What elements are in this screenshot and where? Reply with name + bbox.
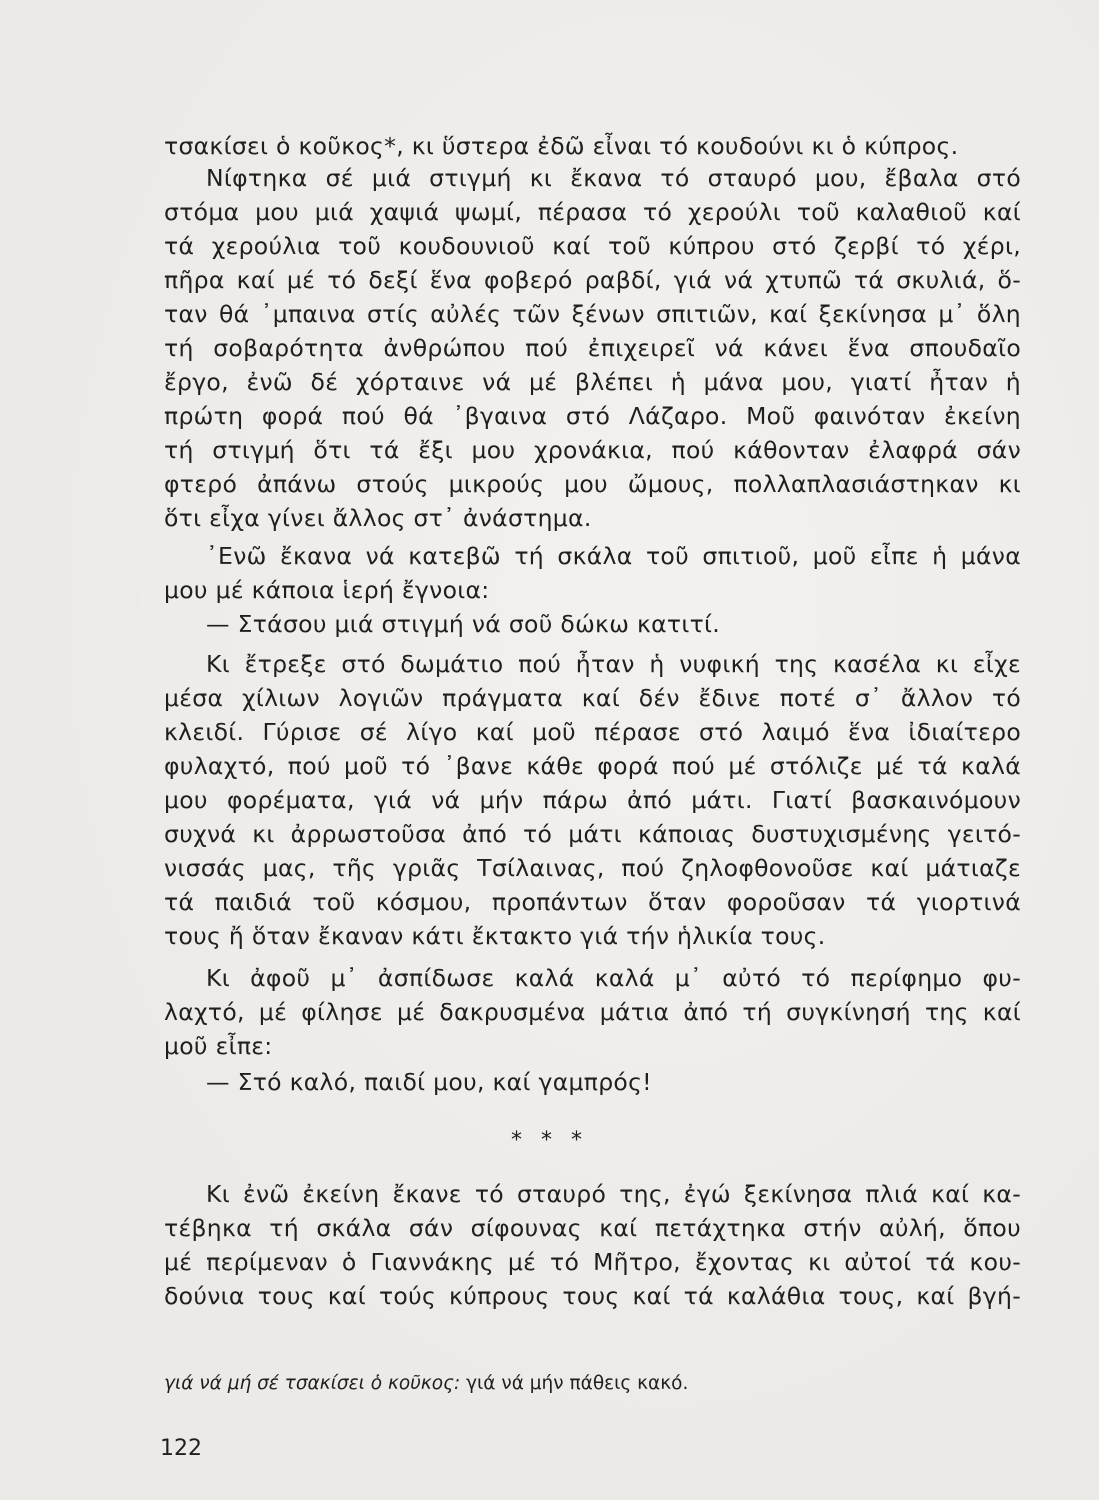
text-line: τά παιδιά τοῦ κόσμου, προπάντων ὅταν φοροῦσαν τά γιορτινά [164,888,1021,916]
text-line: ᾽Ενῶ ἔκανα νά κατεβῶ τή σκάλα τοῦ σπιτιοῦ, μοῦ εἶπε ἡ μάνα [206,542,1021,570]
text-line: μου φορέματα, γιά νά μήν πάρω ἀπό μάτι. Γιατί βασκαινόμουν [164,786,1021,814]
text-line: Νίφτηκα σέ μιά στιγμή κι ἔκανα τό σταυρό μου, ἔβαλα στό [206,164,1021,192]
text-line: μου μέ κάποια ἱερή ἔγνοια: [164,576,490,604]
dialogue-line: — Στάσου μιά στιγμή νά σοῦ δώκω κατιτί. [206,610,721,638]
text-line: πῆρα καί μέ τό δεξί ἕνα φοβερό ραβδί, γιά νά χτυπῶ τά σκυλιά, ὅ- [164,266,1021,294]
text-line: μέσα χίλιων λογιῶν πράγματα καί δέν ἔδινε ποτέ σ᾽ ἄλλον τό [164,684,1021,712]
text-line: ἔργο, ἐνῶ δέ χόρταινε νά μέ βλέπει ἡ μάνα μου, γιατί ἦταν ἡ [164,368,1021,396]
page-number: 122 [160,1436,202,1461]
text-line: τά χερούλια τοῦ κουδουνιοῦ καί τοῦ κύπρου στό ζερβί τό χέρι, [164,232,1021,260]
text-line: νισσάς μας, τῆς γριᾶς Τσίλαινας, πού ζηλοφθονοῦσε καί μάτιαζε [164,854,1021,882]
text-line: λαχτό, μέ φίλησε μέ δακρυσμένα μάτια ἀπό τή συγκίνησή της καί [164,998,1021,1026]
text-line: τέβηκα τή σκάλα σάν σίφουνας καί πετάχτηκα στήν αὐλή, ὅπου [164,1214,1021,1242]
text-line: φυλαχτό, πού μοῦ τό ᾽βανε κάθε φορά πού μέ στόλιζε μέ τά καλά [164,752,1021,780]
text-line: τή σοβαρότητα ἀνθρώπου πού ἐπιχειρεῖ νά κάνει ἕνα σπουδαῖο [164,334,1021,362]
text-line: πρώτη φορά πού θά ᾽βγαινα στό Λάζαρο. Μοῦ φαινόταν ἐκείνη [164,402,1021,430]
text-line: Κι ἔτρεξε στό δωμάτιο πού ἦταν ἡ νυφική της κασέλα κι εἶχε [206,650,1021,678]
text-line: δούνια τους καί τούς κύπρους τους καί τά καλάθια τους, καί βγή- [164,1282,1021,1310]
text-line: ὅτι εἶχα γίνει ἄλλος στ᾽ ἀνάστημα. [164,504,592,532]
section-separator: * * * [511,1128,588,1153]
footnote-definition: γιά νά μήν πάθεις κακό. [460,1373,689,1394]
text-line: μέ περίμεναν ὁ Γιαννάκης μέ τό Μῆτρο, ἔχοντας κι αὐτοί τά κου- [164,1248,1021,1276]
footnote [164,1370,688,1398]
text-line: τσακίσει ὁ κοῦκος*, κι ὕστερα ἐδῶ εἶναι τό κουδούνι κι ὁ κύπρος. [164,132,959,160]
footnote-term: γιά νά μή σέ τσακίσει ὁ κοῦκος: [164,1373,461,1394]
text-line: τή στιγμή ὅτι τά ἔξι μου χρονάκια, πού κάθονταν ἐλαφρά σάν [164,436,1021,464]
text-line: ταν θά ᾽μπαινα στίς αὐλές τῶν ξένων σπιτιῶν, καί ξεκίνησα μ᾽ ὅλη [164,300,1021,328]
text-line: Κι ἐνῶ ἐκείνη ἔκανε τό σταυρό της, ἐγώ ξεκίνησα πλιά καί κα- [206,1180,1021,1208]
text-line: Κι ἀφοῦ μ᾽ ἀσπίδωσε καλά καλά μ᾽ αὐτό τό περίφημο φυ- [206,964,1021,992]
dialogue-line: — Στό καλό, παιδί μου, καί γαμπρός! [206,1068,652,1096]
text-line: κλειδί. Γύρισε σέ λίγο καί μοῦ πέρασε στό λαιμό ἕνα ἰδιαίτερο [164,718,1021,746]
text-line: μοῦ εἶπε: [164,1032,273,1060]
text-line: τους ἤ ὅταν ἔκαναν κάτι ἔκτακτο γιά τήν ἡλικία τους. [164,922,826,950]
text-line: φτερό ἀπάνω στούς μικρούς μου ὤμους, πολλαπλασιάστηκαν κι [164,470,1021,498]
text-line: στόμα μου μιά χαψιά ψωμί, πέρασα τό χερούλι τοῦ καλαθιοῦ καί [164,198,1021,226]
text-line: συχνά κι ἀρρωστοῦσα ἀπό τό μάτι κάποιας δυστυχισμένης γειτό- [164,820,1021,848]
